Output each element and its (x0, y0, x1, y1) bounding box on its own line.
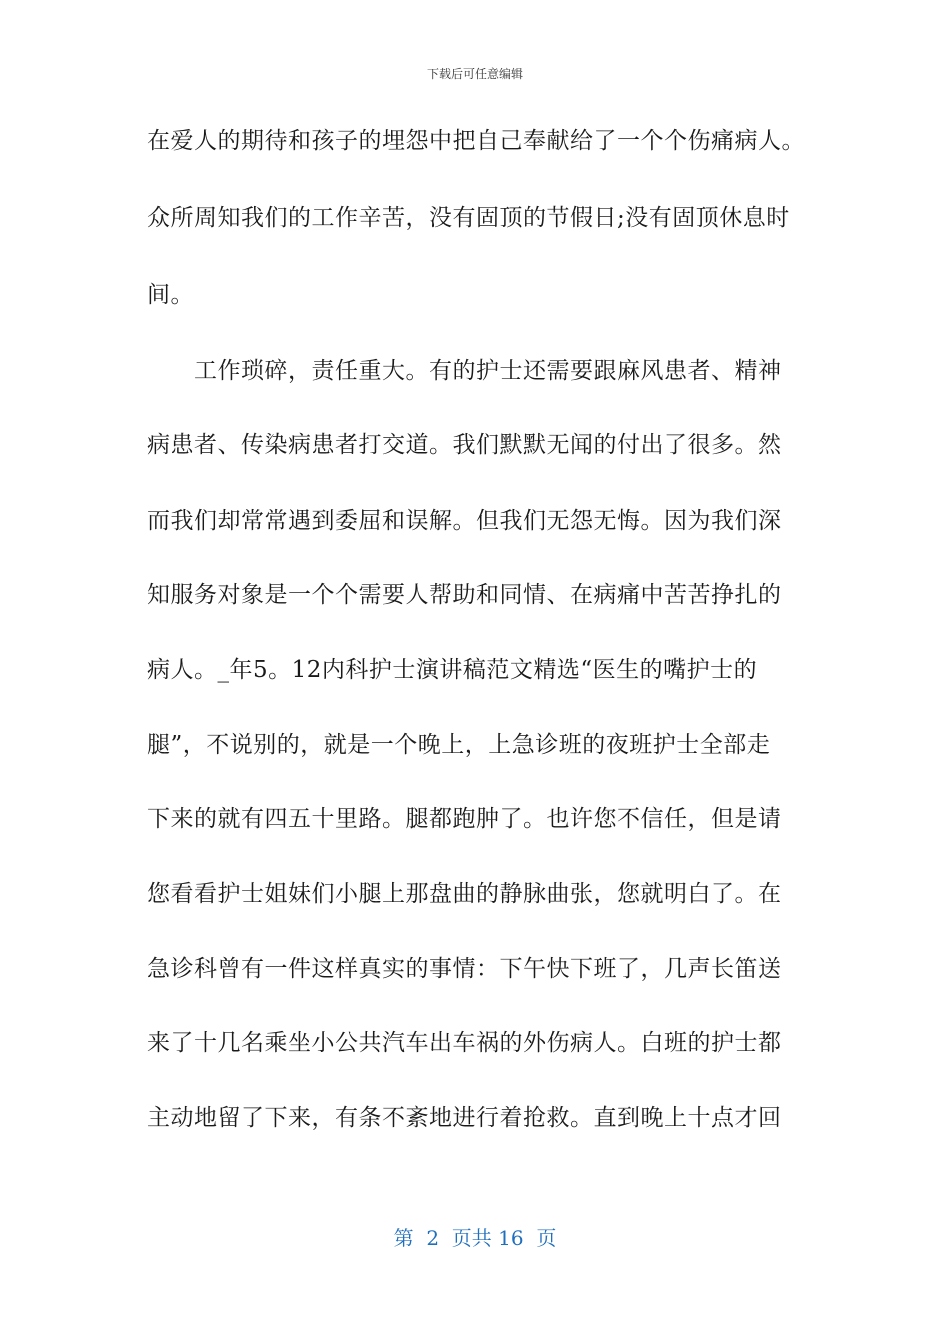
page-header-note: 下载后可任意编辑 (426, 67, 523, 81)
paragraph-line: 主动地留了下来，有条不紊地进行着抢救。直到晚上十点才回 (147, 1105, 782, 1131)
paragraph-line: 在爱人的期待和孩子的埋怨中把自己奉献给了一个个伤痛病人。 (147, 128, 805, 154)
paragraph-line: 病患者、传染病患者打交道。我们默默无闻的付出了很多。然 (147, 432, 782, 458)
paragraph-line: 而我们却常常遇到委屈和误解。但我们无怨无悔。因为我们深 (147, 508, 782, 534)
paragraph-line: 间。 (147, 282, 194, 308)
paragraph-line: 众所周知我们的工作辛苦，没有固顶的节假日;没有固顶休息时 (147, 205, 790, 231)
page-number-footer: 第 2 页共 16 页 (393, 1226, 557, 1250)
paragraph-line: 急诊科曾有一件这样真实的事情：下午快下班了，几声长笛送 (147, 956, 782, 982)
paragraph-line: 病人。_年5。12内科护士演讲稿范文精选“医生的嘴护士的 (147, 657, 758, 683)
paragraph-line: 腿”，不说别的，就是一个晚上，上急诊班的夜班护士全部走 (147, 732, 771, 758)
paragraph-line: 下来的就有四五十里路。腿都跑肿了。也许您不信任，但是请 (147, 806, 782, 832)
paragraph-line: 您看看护士姐妹们小腿上那盘曲的静脉曲张，您就明白了。在 (147, 881, 782, 907)
paragraph-line: 来了十几名乘坐小公共汽车出车祸的外伤病人。白班的护士都 (147, 1030, 782, 1056)
paragraph-line: 工作琐碎，责任重大。有的护士还需要跟麻风患者、精神 (194, 358, 782, 384)
paragraph-line: 知服务对象是一个个需要人帮助和同情、在病痛中苦苦挣扎的 (147, 582, 782, 608)
